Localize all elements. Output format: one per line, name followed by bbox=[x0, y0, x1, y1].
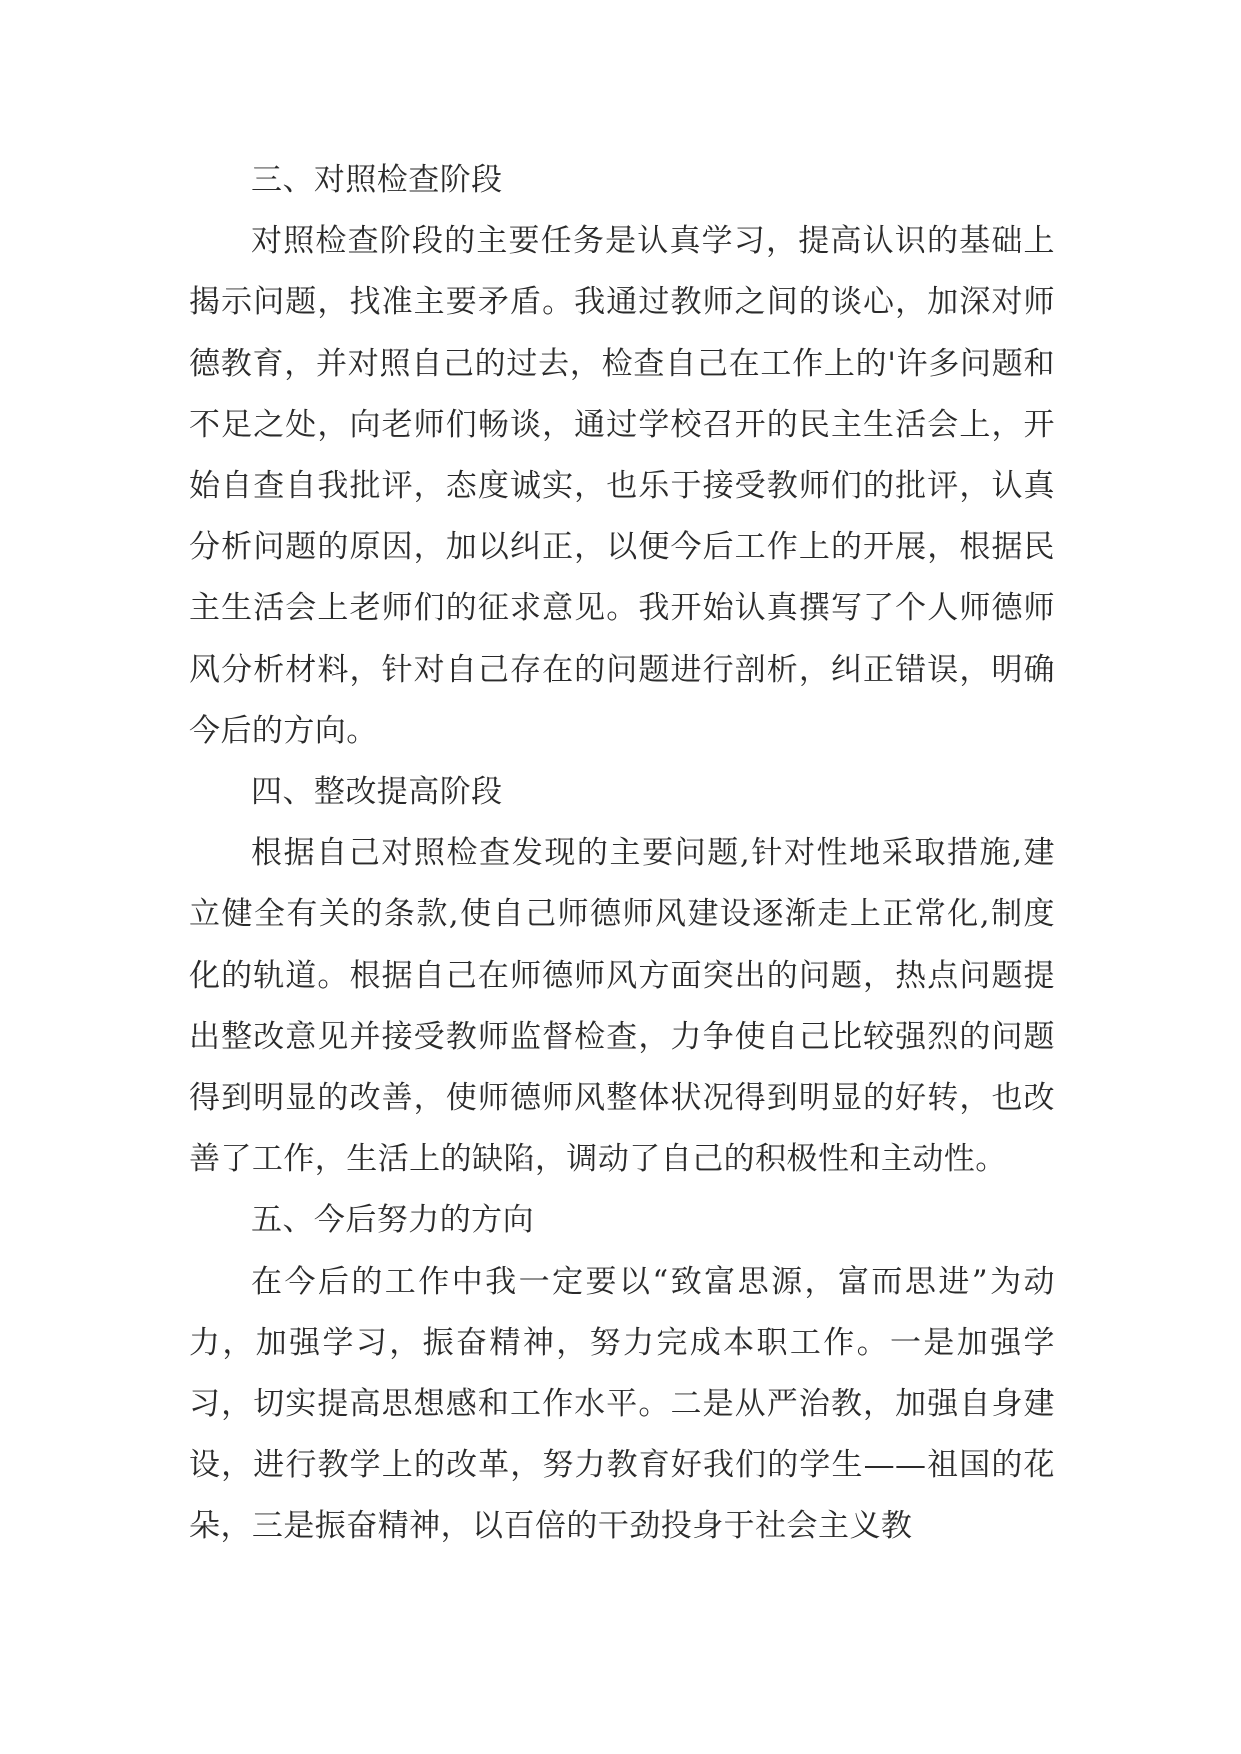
section-heading-rectification: 四、整改提高阶段 bbox=[251, 774, 503, 811]
section-heading-future-direction: 五、今后努力的方向 bbox=[251, 1202, 535, 1239]
paragraph-future-direction: 在今后的工作中我一定要以“致富思源，富而思进”为动力，加强学习，振奋精神，努力完成本职工作。一是加强学习，切实提高思想感和工作水平。二是从严治教，加强自身建设，进行教学上的改革，努力教育好我们的学生——祖国的花朵，三是振奋精神，以百倍的干劲投身于社会主义教 bbox=[189, 1263, 1055, 1545]
section-heading-inspection: 三、对照检查阶段 bbox=[251, 162, 503, 198]
paragraph-rectification: 根据自己对照检查发现的主要问题,针对性地采取措施,建立健全有关的条款,使自己师德师风建设逐渐走上正常化,制度化的轨道。根据自己在师德师风方面突出的问题，热点问题提出整改意见并接受教师监督检查，力争使自己比较强烈的问题得到明显的改善，使师德师风整体状况得到明显的好转，也改善了工作，生活上的缺陷，调动了自己的积极性和主动性。 bbox=[189, 835, 1055, 1178]
paragraph-inspection: 对照检查阶段的主要任务是认真学习，提高认识的基础上揭示问题，找准主要矛盾。我通过教师之间的谈心，加深对师德教育，并对照自己的过去，检查自己在工作上的'许多问题和不足之处，向老师们畅谈，通过学校召开的民主生活会上，开始自查自我批评，态度诚实，也乐于接受教师们的批评，认真分析问题的原因，加以纠正，以便今后工作上的开展，根据民主生活会上老师们的征求意见。我开始认真撰写了个人师德师风分析材料，针对自己存在的问题进行剖析，纠正错误，明确今后的方向。 bbox=[189, 223, 1055, 749]
document-body bbox=[189, 150, 1055, 1558]
